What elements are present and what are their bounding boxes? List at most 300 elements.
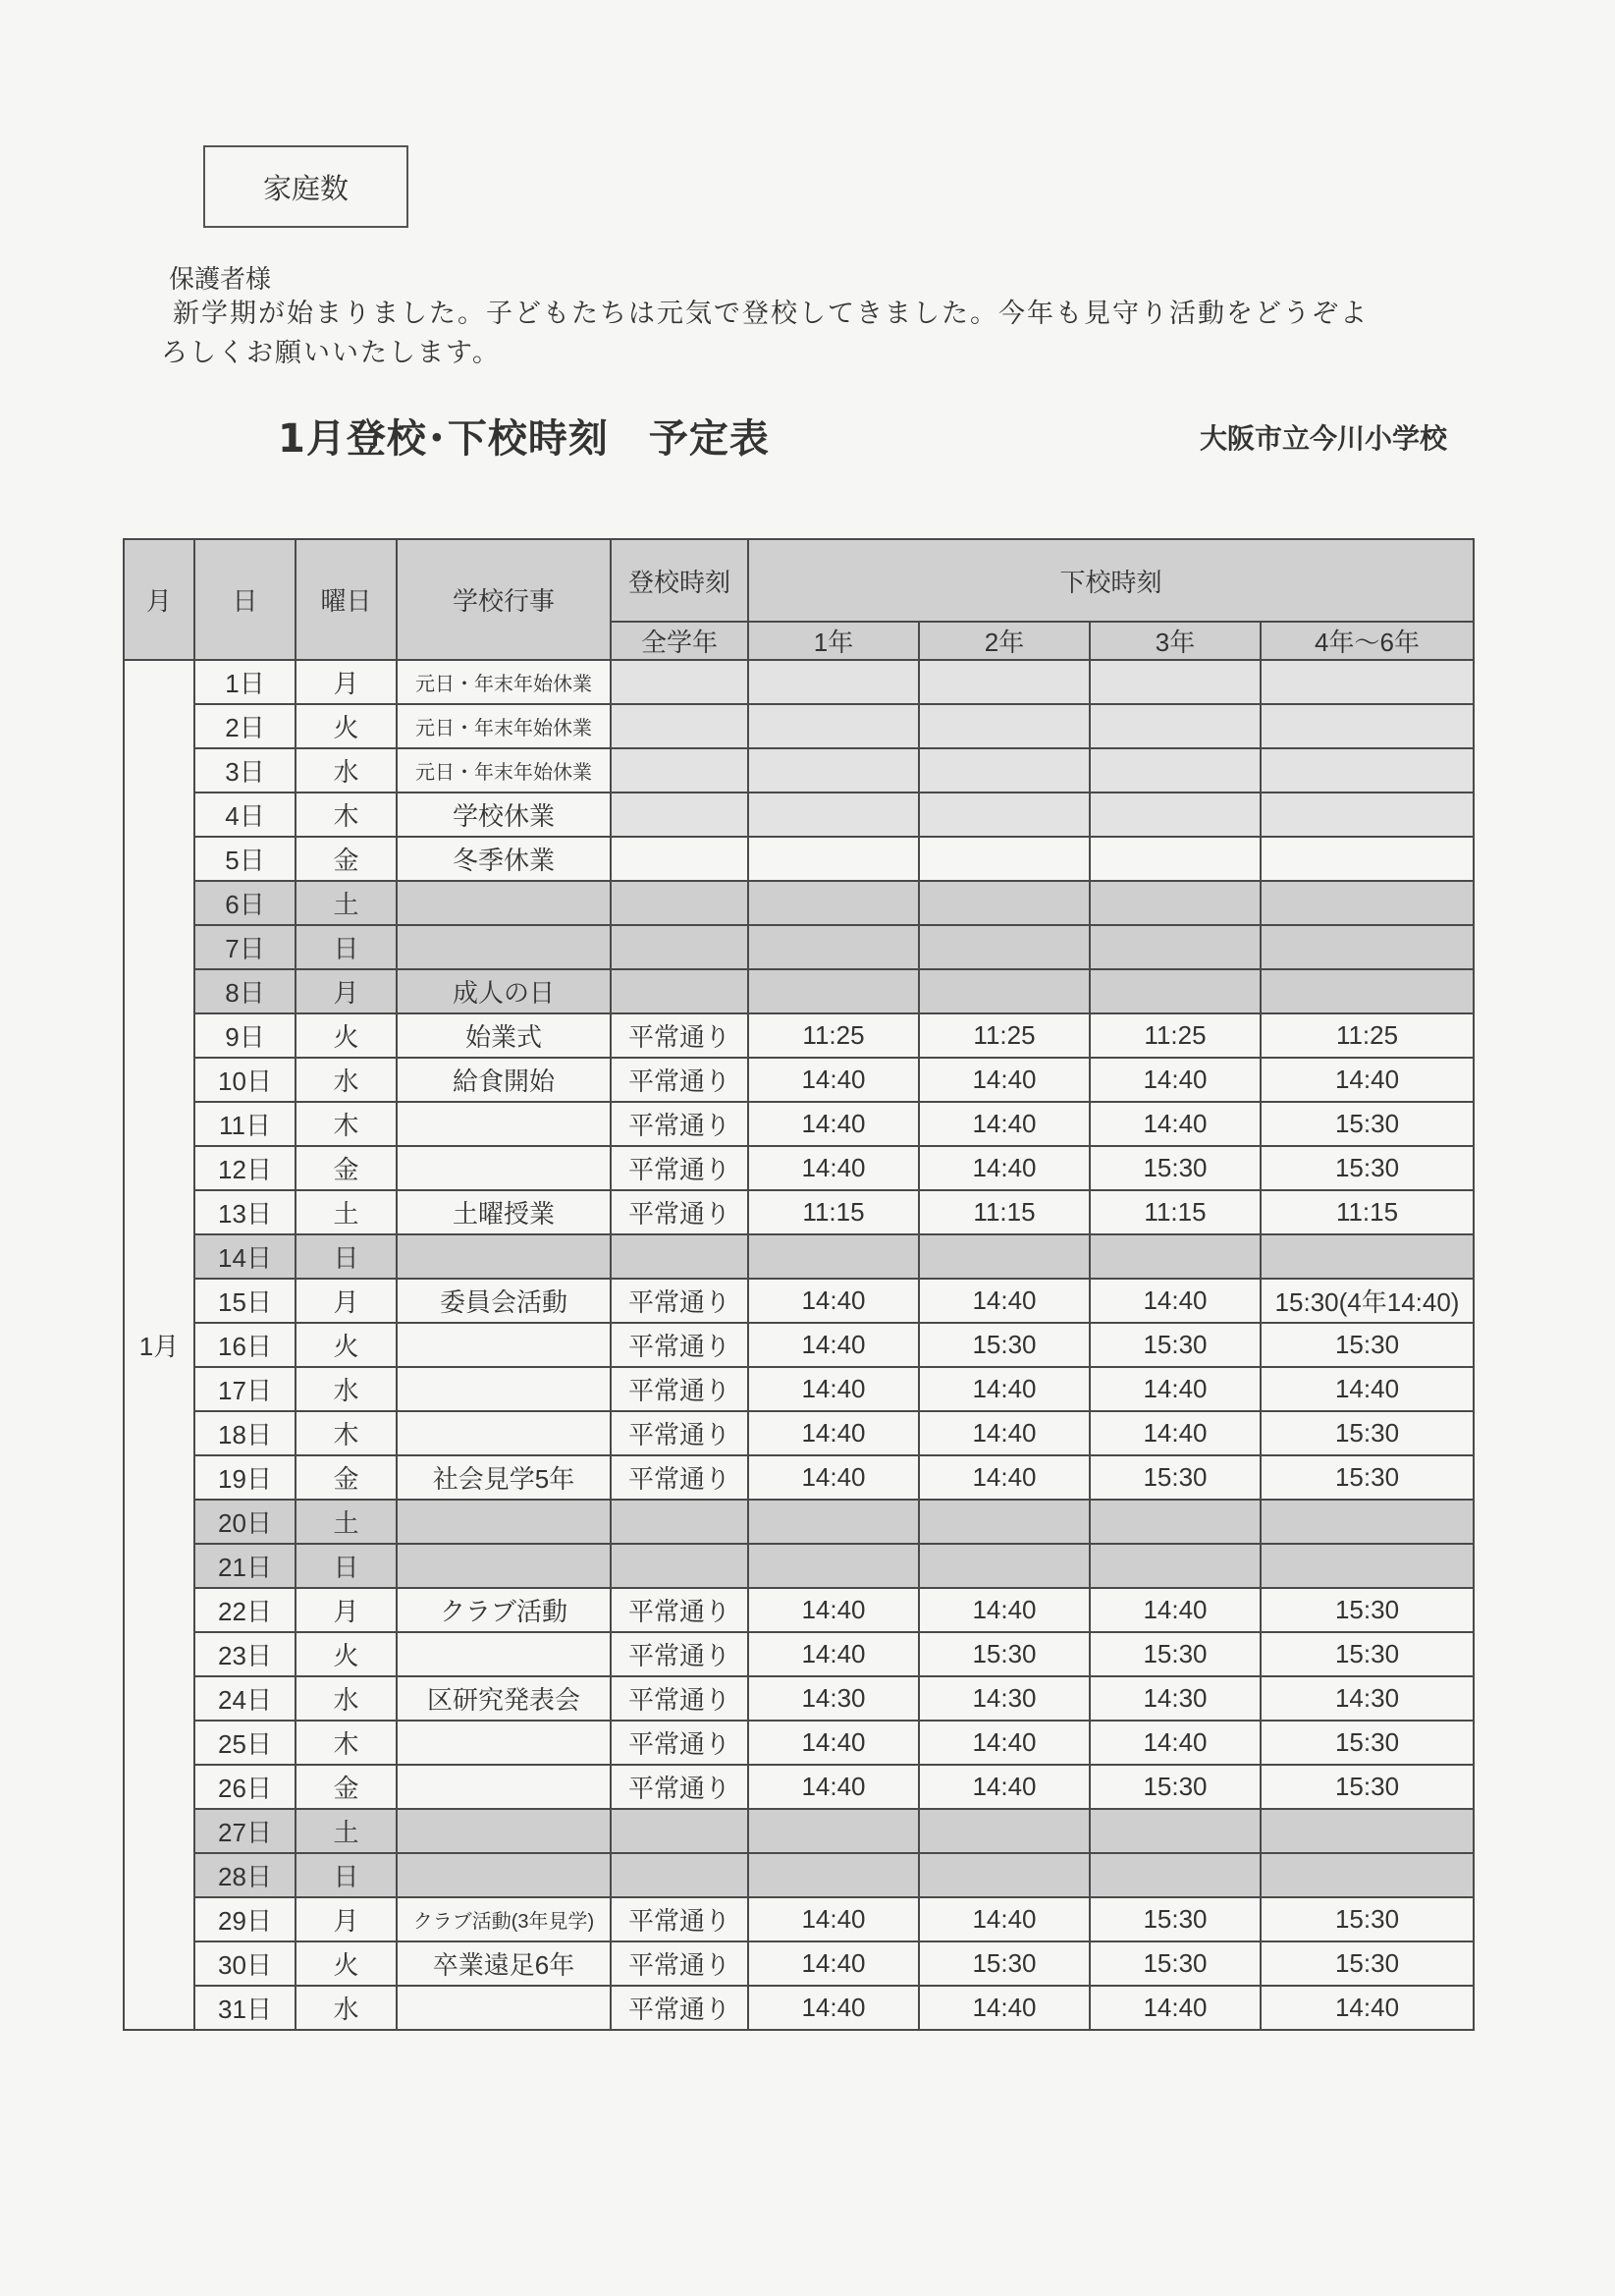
grade-2-cell: 15:30	[919, 1941, 1090, 1986]
grade-2-cell: 14:40	[919, 1897, 1090, 1941]
arrival-cell	[611, 1809, 748, 1853]
grade-2-cell: 14:40	[919, 1721, 1090, 1765]
event-cell: 元日・年末年始休業	[397, 748, 611, 793]
message	[161, 295, 1465, 373]
event-cell	[397, 881, 611, 925]
header-month: 月	[124, 539, 194, 660]
arrival-cell	[611, 793, 748, 837]
event-cell: 冬季休業	[397, 837, 611, 881]
grade-1-cell	[748, 881, 919, 925]
day-cell: 17日	[194, 1367, 296, 1411]
table-row	[124, 1455, 1474, 1500]
arrival-cell	[611, 1234, 748, 1279]
grade-4-6-cell	[1261, 1853, 1474, 1897]
arrival-cell	[611, 1853, 748, 1897]
grade-1-cell: 11:15	[748, 1190, 919, 1234]
grade-4-6-cell: 15:30	[1261, 1897, 1474, 1941]
grade-1-cell: 14:40	[748, 1279, 919, 1323]
grade-1-cell: 14:40	[748, 1588, 919, 1632]
day-cell: 23日	[194, 1632, 296, 1676]
day-cell: 20日	[194, 1500, 296, 1544]
grade-4-6-cell	[1261, 1234, 1474, 1279]
grade-3-cell: 14:40	[1090, 1588, 1261, 1632]
weekday-cell: 木	[296, 1721, 397, 1765]
grade-2-cell	[919, 837, 1090, 881]
table-row	[124, 1765, 1474, 1809]
day-cell: 12日	[194, 1146, 296, 1190]
header-event: 学校行事	[397, 539, 611, 660]
weekday-cell: 日	[296, 925, 397, 969]
table-row	[124, 837, 1474, 881]
table-row	[124, 1809, 1474, 1853]
grade-4-6-cell: 11:15	[1261, 1190, 1474, 1234]
grade-4-6-cell: 14:40	[1261, 1058, 1474, 1102]
weekday-cell: 日	[296, 1853, 397, 1897]
header-grade-3: 3年	[1090, 622, 1261, 660]
arrival-cell	[611, 704, 748, 748]
arrival-cell: 平常通り	[611, 1367, 748, 1411]
table-row	[124, 1102, 1474, 1146]
event-cell	[397, 1809, 611, 1853]
table-row	[124, 1588, 1474, 1632]
grade-2-cell	[919, 793, 1090, 837]
grade-2-cell: 15:30	[919, 1323, 1090, 1367]
grade-1-cell	[748, 969, 919, 1013]
weekday-cell: 水	[296, 1676, 397, 1721]
grade-3-cell	[1090, 1234, 1261, 1279]
arrival-cell: 平常通り	[611, 1279, 748, 1323]
household-count-box	[203, 145, 408, 228]
grade-3-cell: 15:30	[1090, 1765, 1261, 1809]
grade-1-cell: 14:30	[748, 1676, 919, 1721]
grade-4-6-cell: 15:30(4年14:40)	[1261, 1279, 1474, 1323]
grade-1-cell	[748, 1500, 919, 1544]
grade-2-cell	[919, 1809, 1090, 1853]
grade-3-cell: 14:30	[1090, 1676, 1261, 1721]
grade-4-6-cell: 15:30	[1261, 1455, 1474, 1500]
grade-2-cell: 15:30	[919, 1632, 1090, 1676]
day-cell: 5日	[194, 837, 296, 881]
grade-3-cell	[1090, 969, 1261, 1013]
grade-3-cell: 14:40	[1090, 1411, 1261, 1455]
event-cell	[397, 1146, 611, 1190]
grade-3-cell: 15:30	[1090, 1941, 1261, 1986]
grade-1-cell: 14:40	[748, 1146, 919, 1190]
page-title: 1月登校･下校時刻 予定表	[278, 416, 770, 462]
grade-1-cell	[748, 1853, 919, 1897]
day-cell: 16日	[194, 1323, 296, 1367]
grade-3-cell: 11:25	[1090, 1013, 1261, 1058]
grade-4-6-cell	[1261, 1809, 1474, 1853]
grade-4-6-cell: 15:30	[1261, 1765, 1474, 1809]
table-row	[124, 1323, 1474, 1367]
weekday-cell: 金	[296, 837, 397, 881]
table-row	[124, 1411, 1474, 1455]
event-cell	[397, 1986, 611, 2030]
grade-3-cell: 15:30	[1090, 1632, 1261, 1676]
grade-2-cell	[919, 748, 1090, 793]
table-row	[124, 1146, 1474, 1190]
grade-3-cell	[1090, 1809, 1261, 1853]
event-cell	[397, 1411, 611, 1455]
grade-1-cell: 14:40	[748, 1897, 919, 1941]
grade-3-cell: 14:40	[1090, 1058, 1261, 1102]
grade-1-cell	[748, 704, 919, 748]
arrival-cell	[611, 925, 748, 969]
table-row	[124, 1897, 1474, 1941]
grade-3-cell	[1090, 1544, 1261, 1588]
grade-3-cell	[1090, 837, 1261, 881]
event-cell	[397, 1500, 611, 1544]
grade-4-6-cell: 15:30	[1261, 1632, 1474, 1676]
grade-2-cell	[919, 704, 1090, 748]
event-cell	[397, 925, 611, 969]
event-cell	[397, 1632, 611, 1676]
grade-1-cell	[748, 748, 919, 793]
weekday-cell: 火	[296, 1632, 397, 1676]
grade-3-cell: 14:40	[1090, 1367, 1261, 1411]
day-cell: 8日	[194, 969, 296, 1013]
table-row	[124, 1986, 1474, 2030]
message-line-2: ろしくお願いいたします。	[161, 338, 501, 368]
schedule-body	[124, 660, 1474, 2030]
day-cell: 21日	[194, 1544, 296, 1588]
weekday-cell: 土	[296, 881, 397, 925]
grade-4-6-cell: 15:30	[1261, 1146, 1474, 1190]
grade-3-cell	[1090, 881, 1261, 925]
grade-4-6-cell: 15:30	[1261, 1323, 1474, 1367]
table-row	[124, 1500, 1474, 1544]
header-all-grades: 全学年	[611, 622, 748, 660]
arrival-cell	[611, 969, 748, 1013]
day-cell: 19日	[194, 1455, 296, 1500]
grade-4-6-cell	[1261, 881, 1474, 925]
day-cell: 9日	[194, 1013, 296, 1058]
weekday-cell: 水	[296, 1367, 397, 1411]
arrival-cell	[611, 1500, 748, 1544]
grade-1-cell: 14:40	[748, 1721, 919, 1765]
message-line-1: 新学期が始まりました。子どもたちは元気で登校してきました。今年も見守り活動をどうぞよ	[173, 299, 1369, 329]
table-row	[124, 1853, 1474, 1897]
grade-2-cell	[919, 660, 1090, 704]
event-cell: 始業式	[397, 1013, 611, 1058]
grade-4-6-cell	[1261, 1544, 1474, 1588]
grade-4-6-cell	[1261, 837, 1474, 881]
grade-4-6-cell: 11:25	[1261, 1013, 1474, 1058]
table-row	[124, 1058, 1474, 1102]
grade-3-cell	[1090, 1853, 1261, 1897]
arrival-cell: 平常通り	[611, 1676, 748, 1721]
grade-1-cell: 14:40	[748, 1455, 919, 1500]
table-row	[124, 1632, 1474, 1676]
header-grade-4-6: 4年～6年	[1261, 622, 1474, 660]
schedule-table	[123, 538, 1475, 2031]
grade-3-cell: 15:30	[1090, 1455, 1261, 1500]
event-cell	[397, 1544, 611, 1588]
grade-2-cell: 14:40	[919, 1279, 1090, 1323]
school-name: 大阪市立今川小学校	[1200, 422, 1448, 455]
day-cell: 24日	[194, 1676, 296, 1721]
event-cell: 給食開始	[397, 1058, 611, 1102]
grade-2-cell	[919, 1234, 1090, 1279]
weekday-cell: 火	[296, 1013, 397, 1058]
grade-3-cell: 14:40	[1090, 1986, 1261, 2030]
day-cell: 10日	[194, 1058, 296, 1102]
grade-1-cell	[748, 793, 919, 837]
grade-4-6-cell: 15:30	[1261, 1102, 1474, 1146]
event-cell	[397, 1853, 611, 1897]
weekday-cell: 月	[296, 660, 397, 704]
weekday-cell: 月	[296, 1279, 397, 1323]
day-cell: 18日	[194, 1411, 296, 1455]
grade-2-cell: 11:25	[919, 1013, 1090, 1058]
arrival-cell: 平常通り	[611, 1632, 748, 1676]
grade-2-cell	[919, 969, 1090, 1013]
table-row	[124, 881, 1474, 925]
weekday-cell: 日	[296, 1544, 397, 1588]
grade-2-cell	[919, 1853, 1090, 1897]
month-cell: 1月	[124, 660, 194, 2030]
grade-3-cell: 14:40	[1090, 1102, 1261, 1146]
grade-1-cell	[748, 837, 919, 881]
grade-4-6-cell	[1261, 969, 1474, 1013]
weekday-cell: 水	[296, 748, 397, 793]
event-cell: 社会見学5年	[397, 1455, 611, 1500]
table-row	[124, 704, 1474, 748]
header-departure: 下校時刻	[748, 539, 1474, 622]
arrival-cell: 平常通り	[611, 1058, 748, 1102]
grade-1-cell: 14:40	[748, 1986, 919, 2030]
table-row	[124, 1676, 1474, 1721]
grade-2-cell: 11:15	[919, 1190, 1090, 1234]
event-cell: 元日・年末年始休業	[397, 704, 611, 748]
arrival-cell: 平常通り	[611, 1941, 748, 1986]
grade-3-cell: 15:30	[1090, 1323, 1261, 1367]
day-cell: 30日	[194, 1941, 296, 1986]
event-cell	[397, 1102, 611, 1146]
weekday-cell: 火	[296, 1323, 397, 1367]
event-cell: 元日・年末年始休業	[397, 660, 611, 704]
table-row	[124, 1367, 1474, 1411]
grade-3-cell	[1090, 660, 1261, 704]
arrival-cell: 平常通り	[611, 1146, 748, 1190]
event-cell: 土曜授業	[397, 1190, 611, 1234]
grade-3-cell: 15:30	[1090, 1146, 1261, 1190]
weekday-cell: 金	[296, 1455, 397, 1500]
grade-3-cell: 11:15	[1090, 1190, 1261, 1234]
arrival-cell: 平常通り	[611, 1102, 748, 1146]
grade-1-cell: 11:25	[748, 1013, 919, 1058]
arrival-cell: 平常通り	[611, 1190, 748, 1234]
day-cell: 11日	[194, 1102, 296, 1146]
day-cell: 25日	[194, 1721, 296, 1765]
event-cell	[397, 1721, 611, 1765]
header-day: 日	[194, 539, 296, 660]
day-cell: 22日	[194, 1588, 296, 1632]
weekday-cell: 金	[296, 1146, 397, 1190]
grade-3-cell	[1090, 793, 1261, 837]
weekday-cell: 水	[296, 1986, 397, 2030]
grade-4-6-cell	[1261, 660, 1474, 704]
arrival-cell: 平常通り	[611, 1765, 748, 1809]
day-cell: 31日	[194, 1986, 296, 2030]
day-cell: 13日	[194, 1190, 296, 1234]
weekday-cell: 金	[296, 1765, 397, 1809]
weekday-cell: 木	[296, 1102, 397, 1146]
table-row	[124, 1544, 1474, 1588]
grade-2-cell	[919, 881, 1090, 925]
table-row	[124, 1190, 1474, 1234]
grade-1-cell	[748, 660, 919, 704]
header-weekday: 曜日	[296, 539, 397, 660]
weekday-cell: 水	[296, 1058, 397, 1102]
grade-1-cell: 14:40	[748, 1411, 919, 1455]
event-cell	[397, 1323, 611, 1367]
grade-3-cell: 14:40	[1090, 1721, 1261, 1765]
arrival-cell	[611, 837, 748, 881]
grade-2-cell: 14:40	[919, 1588, 1090, 1632]
household-count-label: 家庭数	[262, 171, 349, 205]
grade-1-cell: 14:40	[748, 1632, 919, 1676]
table-row	[124, 660, 1474, 704]
grade-4-6-cell: 14:40	[1261, 1367, 1474, 1411]
day-cell: 3日	[194, 748, 296, 793]
grade-1-cell: 14:40	[748, 1765, 919, 1809]
day-cell: 15日	[194, 1279, 296, 1323]
grade-4-6-cell	[1261, 748, 1474, 793]
event-cell: 卒業遠足6年	[397, 1941, 611, 1986]
arrival-cell: 平常通り	[611, 1986, 748, 2030]
table-row	[124, 1234, 1474, 1279]
grade-1-cell	[748, 925, 919, 969]
day-cell: 29日	[194, 1897, 296, 1941]
day-cell: 27日	[194, 1809, 296, 1853]
weekday-cell: 月	[296, 969, 397, 1013]
grade-4-6-cell: 15:30	[1261, 1588, 1474, 1632]
grade-1-cell	[748, 1809, 919, 1853]
arrival-cell: 平常通り	[611, 1588, 748, 1632]
table-row	[124, 1279, 1474, 1323]
header-grade-1: 1年	[748, 622, 919, 660]
event-cell: 区研究発表会	[397, 1676, 611, 1721]
grade-4-6-cell	[1261, 793, 1474, 837]
day-cell: 2日	[194, 704, 296, 748]
arrival-cell: 平常通り	[611, 1013, 748, 1058]
day-cell: 1日	[194, 660, 296, 704]
grade-1-cell	[748, 1544, 919, 1588]
weekday-cell: 土	[296, 1809, 397, 1853]
grade-4-6-cell: 14:30	[1261, 1676, 1474, 1721]
grade-2-cell	[919, 925, 1090, 969]
arrival-cell	[611, 748, 748, 793]
weekday-cell: 火	[296, 1941, 397, 1986]
grade-3-cell: 14:40	[1090, 1279, 1261, 1323]
weekday-cell: 月	[296, 1897, 397, 1941]
grade-3-cell: 15:30	[1090, 1897, 1261, 1941]
grade-1-cell	[748, 1234, 919, 1279]
event-cell	[397, 1367, 611, 1411]
arrival-cell: 平常通り	[611, 1323, 748, 1367]
grade-4-6-cell	[1261, 925, 1474, 969]
weekday-cell: 月	[296, 1588, 397, 1632]
event-cell: クラブ活動	[397, 1588, 611, 1632]
grade-3-cell	[1090, 748, 1261, 793]
grade-4-6-cell	[1261, 704, 1474, 748]
grade-1-cell: 14:40	[748, 1941, 919, 1986]
grade-2-cell: 14:40	[919, 1146, 1090, 1190]
grade-2-cell: 14:40	[919, 1102, 1090, 1146]
weekday-cell: 木	[296, 1411, 397, 1455]
grade-2-cell: 14:30	[919, 1676, 1090, 1721]
weekday-cell: 日	[296, 1234, 397, 1279]
day-cell: 14日	[194, 1234, 296, 1279]
day-cell: 6日	[194, 881, 296, 925]
grade-2-cell: 14:40	[919, 1058, 1090, 1102]
day-cell: 26日	[194, 1765, 296, 1809]
grade-4-6-cell: 15:30	[1261, 1721, 1474, 1765]
weekday-cell: 土	[296, 1190, 397, 1234]
arrival-cell	[611, 660, 748, 704]
event-cell: 学校休業	[397, 793, 611, 837]
grade-2-cell: 14:40	[919, 1367, 1090, 1411]
grade-1-cell: 14:40	[748, 1102, 919, 1146]
event-cell: 成人の日	[397, 969, 611, 1013]
arrival-cell: 平常通り	[611, 1455, 748, 1500]
event-cell	[397, 1234, 611, 1279]
grade-2-cell: 14:40	[919, 1765, 1090, 1809]
schedule-header	[124, 539, 1474, 660]
table-row	[124, 1013, 1474, 1058]
grade-1-cell: 14:40	[748, 1058, 919, 1102]
table-row	[124, 969, 1474, 1013]
grade-2-cell: 14:40	[919, 1455, 1090, 1500]
arrival-cell: 平常通り	[611, 1411, 748, 1455]
grade-3-cell	[1090, 1500, 1261, 1544]
weekday-cell: 土	[296, 1500, 397, 1544]
grade-4-6-cell: 15:30	[1261, 1411, 1474, 1455]
day-cell: 4日	[194, 793, 296, 837]
grade-1-cell: 14:40	[748, 1323, 919, 1367]
grade-4-6-cell: 14:40	[1261, 1986, 1474, 2030]
day-cell: 7日	[194, 925, 296, 969]
grade-4-6-cell: 15:30	[1261, 1941, 1474, 1986]
table-row	[124, 1941, 1474, 1986]
event-cell: 委員会活動	[397, 1279, 611, 1323]
grade-2-cell: 14:40	[919, 1986, 1090, 2030]
table-row	[124, 1721, 1474, 1765]
table-row	[124, 748, 1474, 793]
weekday-cell: 木	[296, 793, 397, 837]
arrival-cell: 平常通り	[611, 1897, 748, 1941]
grade-3-cell	[1090, 925, 1261, 969]
day-cell: 28日	[194, 1853, 296, 1897]
grade-2-cell: 14:40	[919, 1411, 1090, 1455]
header-arrival: 登校時刻	[611, 539, 748, 622]
arrival-cell: 平常通り	[611, 1721, 748, 1765]
table-row	[124, 793, 1474, 837]
arrival-cell	[611, 881, 748, 925]
grade-2-cell	[919, 1500, 1090, 1544]
grade-2-cell	[919, 1544, 1090, 1588]
grade-4-6-cell	[1261, 1500, 1474, 1544]
weekday-cell: 火	[296, 704, 397, 748]
arrival-cell	[611, 1544, 748, 1588]
grade-1-cell: 14:40	[748, 1367, 919, 1411]
greeting: 保護者様	[169, 265, 272, 295]
grade-3-cell	[1090, 704, 1261, 748]
header-grade-2: 2年	[919, 622, 1090, 660]
table-row	[124, 925, 1474, 969]
